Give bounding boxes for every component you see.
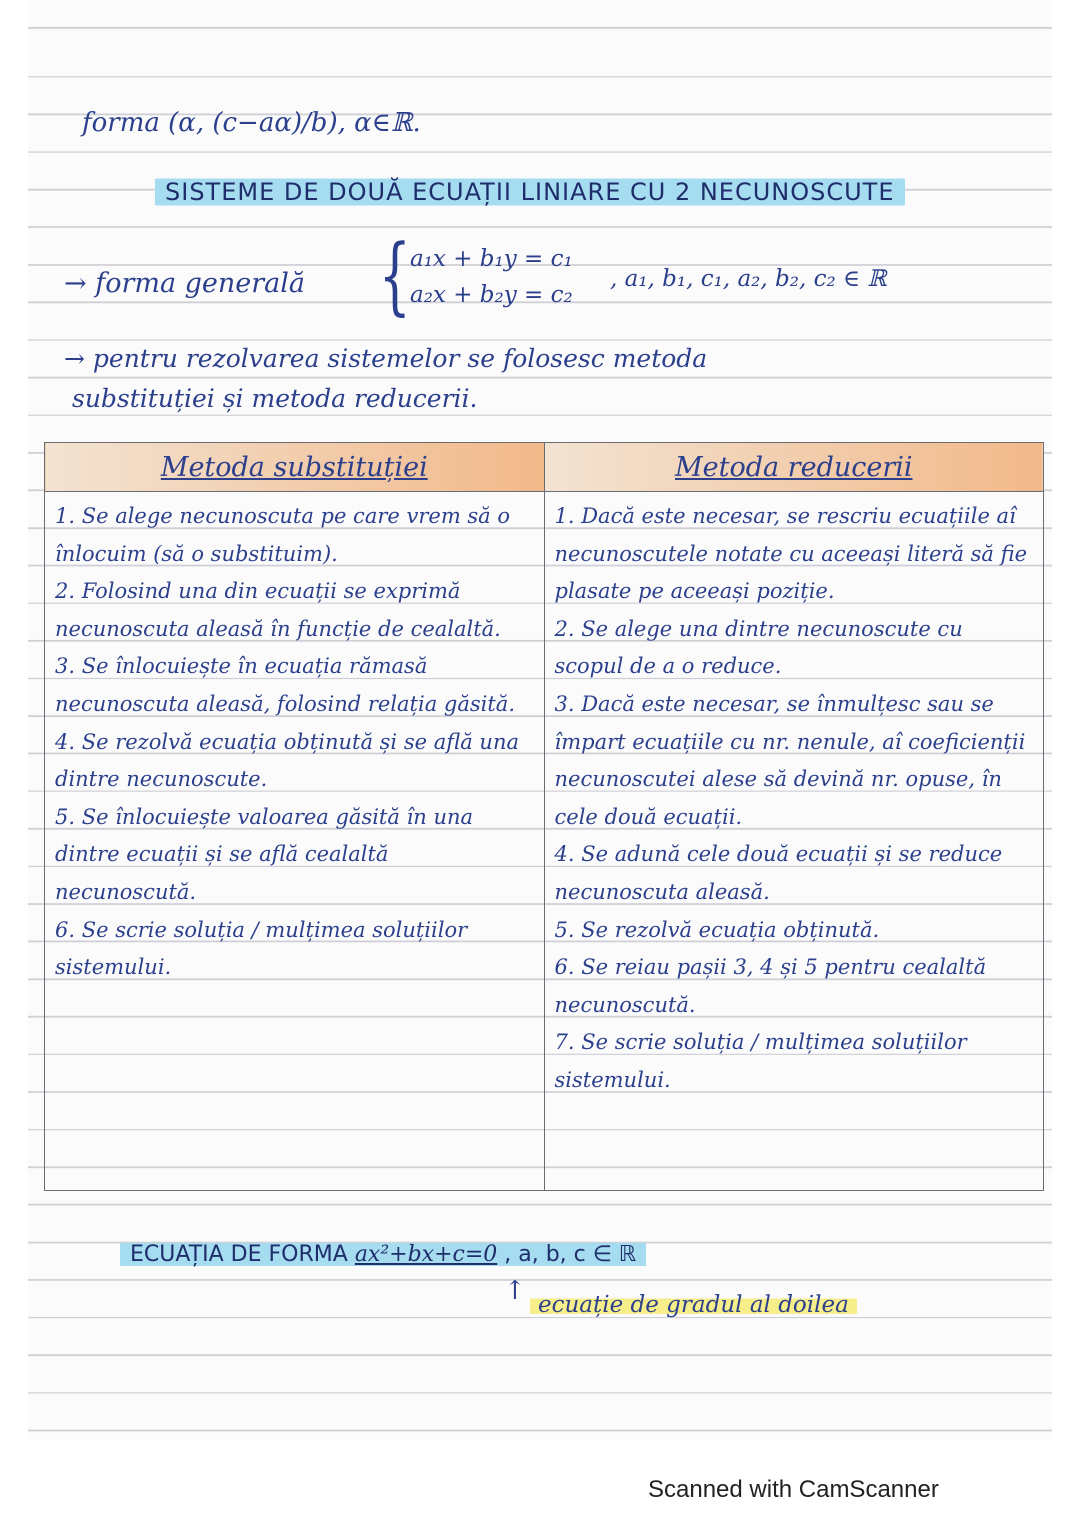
general-form-label: → forma generală xyxy=(64,268,306,299)
reduction-step: 5. Se rezolvă ecuația obținută. xyxy=(554,917,880,942)
substitution-step: 2. Folosind una din ecuații se exprimă necunoscuta aleasă în funcție de cealaltă. xyxy=(55,579,501,641)
section-title: SISTEME DE DOUĂ ECUAȚII LINIARE CU 2 NECUNOSCUTE xyxy=(155,176,905,208)
arrow-up-icon: ↑ xyxy=(504,1276,526,1306)
substitution-step: 5. Se înlocuiește valoarea găsită în una dintre ecuații și se află cealaltă necunoscută. xyxy=(55,804,474,904)
methods-note-line-2: substituției și metoda reducerii. xyxy=(72,384,478,413)
substitution-step: 6. Se scrie soluția / mulțimea soluțiilor sistemului. xyxy=(55,917,468,980)
reduction-step: 3. Dacă este necesar, se înmulțesc sau se împart ecuațiile cu nr. nenule, aî coeficienții necunoscutei alese să devină nr. opuse, în cele două ecuații. xyxy=(554,691,1026,829)
substitution-step: 4. Se rezolvă ecuația obținută și se află una dintre necunoscute. xyxy=(55,729,519,792)
reduction-step: 7. Se scrie soluția / mulțimea soluțiilor sistemului. xyxy=(554,1030,967,1092)
header-reduction: Metoda reducerii xyxy=(544,443,1044,492)
methods-note-line-1: → pentru rezolvarea sistemelor se folosesc metoda xyxy=(64,344,708,373)
substitution-step: 3. Se înlocuiește în ecuația rămasă necunoscuta aleasă, folosind relația găsită. xyxy=(55,654,515,716)
system-equation-2: a₂x + b₂y = c₂ xyxy=(410,282,573,308)
system-brace: { xyxy=(378,226,411,324)
quadratic-formula: ax²+bx+c=0 xyxy=(354,1242,498,1267)
quadratic-heading xyxy=(120,1240,646,1269)
reduction-step: 2. Se alege una dintre necunoscute cu scopul de a o reduce. xyxy=(554,616,963,679)
reduction-step: 4. Se adună cele două ecuații și se reduce necunoscuta aleasă. xyxy=(554,842,1003,904)
intro-line: forma (α, (c−aα)/b), α∈ℝ. xyxy=(82,108,421,138)
quadratic-params: , a, b, c ∈ ℝ xyxy=(504,1242,637,1267)
header-substitution: Metoda substituției xyxy=(45,443,545,492)
reduction-step: 6. Se reiau pașii 3, 4 și 5 pentru cealaltă necunoscută. xyxy=(554,955,987,1017)
reduction-step: 1. Dacă este necesar, se rescriu ecuațiile aî necunoscutele notate cu aceeași literă să fie plasate pe aceeași poziție. xyxy=(554,504,1028,604)
reduction-column xyxy=(544,492,1044,1191)
quadratic-label: ECUAȚIA DE FORMA xyxy=(130,1242,348,1267)
scanner-watermark: Scanned with CamScanner xyxy=(648,1476,939,1503)
quadratic-note: ecuație de gradul al doilea xyxy=(530,1292,857,1318)
system-equation-1: a₁x + b₁y = c₁ xyxy=(410,246,573,272)
substitution-column xyxy=(45,492,545,1191)
substitution-step: 1. Se alege necunoscuta pe care vrem să o înlocuim (să o substituim). xyxy=(55,504,511,566)
methods-table xyxy=(44,442,1044,1191)
system-parameters: , a₁, b₁, c₁, a₂, b₂, c₂ ∈ ℝ xyxy=(610,266,887,292)
